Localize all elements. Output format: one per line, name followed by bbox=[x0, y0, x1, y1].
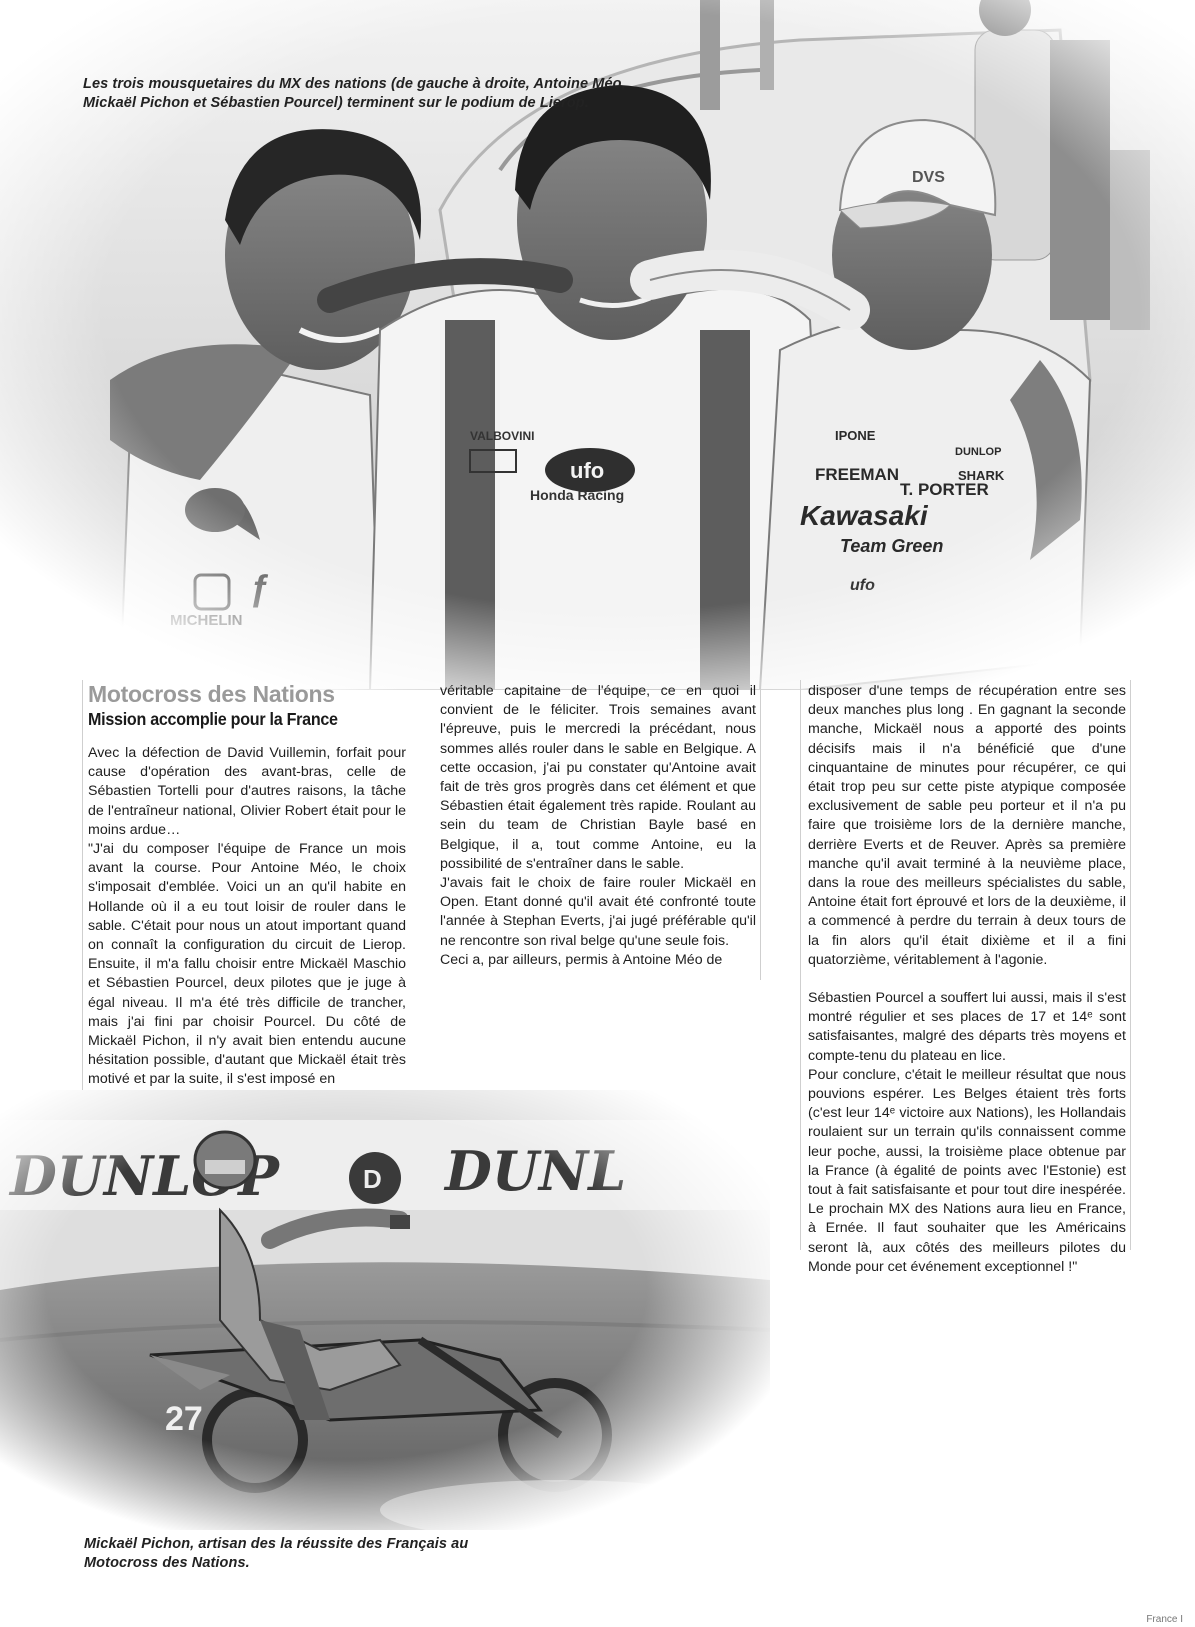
paragraph: Avec la défection de David Vuillemin, forfait pour cause d'opération des avant-bras, celle de Sébastien Tortelli pour d'autres raisons, la tâche de l'entraîneur national, Olivier Robert était pour le moins ardue… bbox=[88, 745, 406, 838]
rider-photo bbox=[0, 1090, 770, 1530]
article-headline: Mission accomplie pour la France bbox=[88, 709, 338, 729]
paragraph: "J'ai du composer l'équipe de France un mois avant la course. Pour Antoine Méo, le choix s'imposait d'emblée. Voici un an qu'il habite en Hollande où il a eu tout loisir de rouler dans le sable. C'était pour nous un atout important quand on connaît la configuration du circuit de Lierop. Ensuite, il m'a fallu choisir entre Mickaël Maschio et Sébastien Pourcel, deux pilotes que je juge à égal niveau. Il m'a été très difficile de trancher, mais j'ai fini par choisir Pourcel. Du côté de Mickaël Pichon, il n'y avait bien entendu aucune hésitation possible, d'autant que Mickaël était très motivé et par la suite, il s'est imposé en bbox=[88, 841, 406, 1088]
caption-line: Mickaël Pichon, artisan des la réussite des Français au bbox=[84, 1536, 469, 1552]
paragraph: J'avais fait le choix de faire rouler Mickaël en Open. Etant donné qu'il avait été confronté toute l'année à Stephan Everts, j'ai jugé préférable qu'il ne rencontre son rival belge qu'une seule fois. bbox=[440, 875, 756, 949]
paragraph: Sébastien Pourcel a souffert lui aussi, mais il s'est montré régulier et ses places de 17 et 14ᵉ sont satisfaisantes, malgré des départs très moyens et compte-tenu du plateau en lice. bbox=[808, 990, 1126, 1064]
article-column-1 bbox=[88, 680, 406, 1090]
column-frame bbox=[760, 680, 761, 980]
column-frame bbox=[82, 680, 83, 1100]
rider-photo-caption bbox=[84, 1535, 584, 1573]
paragraph: Pour conclure, c'était le meilleur résultat que nous pouvions espérer. Les Belges étaient très forts (c'est leur 14ᵉ victoire aux Nations), les Hollandais roulaient sur un terrain qu'ils connaissent comme leur poche, aussi, la troisième place obtenue par la France (à égalité de points avec l'Estonie) est tout à fait satisfaisante et pour tout dire inespérée. Le prochain MX des Nations aura lieu en France, à Ernée. Il faut souhaiter que les Américains seront là, aux côtés des meilleurs pilotes du Monde pour cet événement exceptionnel !" bbox=[808, 1066, 1126, 1275]
article-kicker: Motocross des Nations bbox=[88, 681, 335, 707]
caption-line: Motocross des Nations. bbox=[84, 1555, 250, 1571]
page-folio: France I bbox=[1146, 1614, 1183, 1625]
caption-line: Les trois mousquetaires du MX des nations (de gauche à droite, Antoine Méo, bbox=[83, 76, 626, 92]
article-column-2 bbox=[440, 682, 756, 970]
column-frame bbox=[800, 680, 801, 1250]
paragraph: Ceci a, par ailleurs, permis à Antoine Méo de bbox=[440, 951, 723, 968]
caption-line: Mickaël Pichon et Sébastien Pourcel) terminent sur le podium de Lierop. bbox=[83, 95, 589, 111]
column-frame bbox=[1130, 680, 1131, 1250]
paragraph: disposer d'une temps de récupération entre ses deux manches plus long . En gagnant la seconde manche, Mickaël nous a apporté des points décisifs mais il n'a bénéficié que d'une cinquantaine de minutes pour récupérer, ce qui était trop peu sur cette piste atypique composée exclusivement de sable peu porteur et il n'a pu faire que troisième lors de la dernière manche, derrière Everts et de Reuver. Après sa première manche qu'il avait terminé à la neuvième place, dans la roue des meilleurs spécialistes du sable, Antoine était fort éprouvé et lors de la deuxième, il a commencé à perdre du terrain à deux tours de la fin alors qu'il était dixième et il a fini quatorzième, véritablement à l'agonie. bbox=[808, 683, 1126, 968]
article-column-3 bbox=[808, 682, 1126, 1277]
podium-photo-caption bbox=[83, 75, 643, 113]
paragraph: véritable capitaine de l'équipe, ce en quoi il convient de le féliciter. Trois semaines avant l'épreuve, puis le mercredi la précédant, nous sommes allés rouler dans le sable en Belgique. A cette occasion, j'ai pu constater qu'Antoine avait fait de très gros progrès dans cet élément et que Sébastien était également très rapide. Roulant au sein du team de Christian Bayle basé en Belgique, il a, tout comme Antoine, eu la possibilité de s'entraîner dans le sable. bbox=[440, 683, 756, 872]
